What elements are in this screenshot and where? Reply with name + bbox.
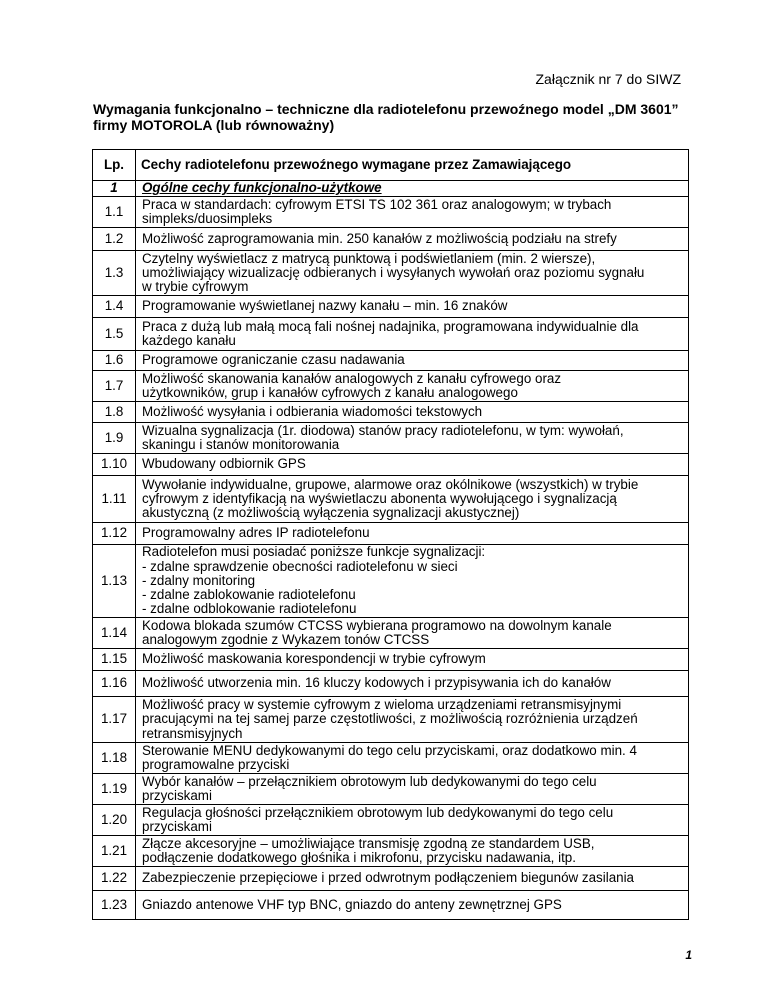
page-number: 1 [685,948,692,962]
header-description: Cechy radiotelefonu przewoźnego wymagane przez Zamawiającego [136,150,689,181]
description-line: simpleks/duosimpleks [142,211,273,226]
row-description [136,891,689,920]
description-line: Wybór kanałów – przełącznikiem obrotowym lub dedykowanymi do tego celu [142,773,597,789]
row-number: 1.2 [93,228,136,251]
row-number: 1.5 [93,318,136,351]
section-row [93,181,689,197]
description-line: Gniazdo antenowe VHF typ BNC, gniazdo do anteny zewnętrznej GPS [142,896,562,912]
annex-label: Załącznik nr 7 do SIWZ [535,71,681,87]
description-line: Ogólne cechy funkcjonalno-użytkowe [142,180,382,196]
description-line: umożliwiający wizualizację odbieranych i wysyłanych wywołań oraz poziomu sygnału [142,264,645,280]
row-number: 1.13 [93,545,136,618]
description-line: Możliwość skanowania kanałów analogowych z kanału cyfrowego oraz [142,370,562,386]
row-description [136,402,689,423]
row-description [136,423,689,454]
row-number: 1.6 [93,351,136,371]
row-description [136,545,689,618]
row-description [136,197,689,228]
row-description [136,774,689,805]
row-description [136,181,689,197]
row-description [136,318,689,351]
row-description [136,805,689,836]
heading-line-1: Wymagania funkcjonalno – techniczne dla radiotelefonu przewoźnego model „DM 3601” [93,101,679,117]
row-number: 1 [93,181,136,197]
description-line: Czytelny wyświetlacz z matrycą punktową i podświetlaniem (min. 2 wiersze), [142,250,596,266]
table-row [93,805,689,836]
table-row [93,423,689,454]
table-row [93,523,689,545]
table-row [93,402,689,423]
requirements-table [92,149,689,920]
table-row [93,867,689,891]
table-row [93,836,689,867]
description-line: Możliwość maskowania korespondencji w trybie cyfrowym [142,651,486,667]
row-number: 1.16 [93,671,136,697]
row-number: 1.23 [93,891,136,920]
table-row [93,371,689,402]
table-row [93,454,689,476]
description-line: podłączenie dodatkowego głośnika i mikrofonu, przycisku nadawania, itp. [142,850,576,865]
description-line: przyciskami [142,819,212,834]
description-line: Regulacja głośności przełącznikiem obrotowym lub dedykowanymi do tego celu [142,804,614,820]
description-line: skaningu i stanów monitorowania [142,437,340,452]
table-row [93,296,689,318]
row-number: 1.9 [93,423,136,454]
row-number: 1.12 [93,523,136,545]
row-description [136,649,689,671]
row-number: 1.11 [93,476,136,523]
table-row [93,671,689,697]
description-line: przyciskami [142,788,212,803]
description-line: Możliwość pracy w systemie cyfrowym z wieloma urządzeniami retransmisyjnymi [142,697,622,713]
row-description [136,454,689,476]
description-line: cyfrowym z identyfikacją na wyświetlaczu abonenta wywołującego i sygnalizacją [142,490,617,506]
table-row [93,251,689,296]
document-heading [93,101,703,133]
row-description [136,476,689,523]
description-line: Programowe ograniczanie czasu nadawania [142,352,405,368]
table-row [93,476,689,523]
description-line: akustyczną (z możliwością wyłączenia sygnalizacji akustycznej) [142,505,520,521]
row-description [136,618,689,649]
description-line: w trybie cyfrowym [142,279,249,295]
header-lp: Lp. [93,150,136,181]
table-row [93,743,689,774]
row-number: 1.7 [93,371,136,402]
description-line: Praca z dużą lub małą mocą fali nośnej nadajnika, programowana indywidualnie dla [142,318,639,334]
table-body [93,181,689,920]
description-line: retransmisyjnych [142,725,243,741]
description-line: Programowalny adres IP radiotelefonu [142,525,370,541]
row-description [136,371,689,402]
description-line: analogowym zgodnie z Wykazem tonów CTCSS [142,632,430,647]
table-row [93,228,689,251]
row-number: 1.18 [93,743,136,774]
table-header-row [93,150,689,181]
table-row [93,197,689,228]
row-description [136,296,689,318]
description-line: Wywołanie indywidualne, grupowe, alarmowe oraz okólnikowe (wszystkich) w trybie [142,476,639,492]
heading-line-2: firmy MOTOROLA (lub równoważny) [93,117,335,133]
row-number: 1.8 [93,402,136,423]
description-line: programowalne przyciski [142,757,290,772]
row-number: 1.22 [93,867,136,891]
row-number: 1.4 [93,296,136,318]
description-line: każdego kanału [142,333,236,348]
row-description [136,743,689,774]
row-number: 1.21 [93,836,136,867]
description-line: - zdalne odblokowanie radiotelefonu [142,601,357,617]
description-line: Wbudowany odbiornik GPS [142,456,306,472]
table-row [93,697,689,743]
description-line: Możliwość wysyłania i odbierania wiadomości tekstowych [142,403,483,419]
row-description [136,351,689,371]
row-description [136,228,689,251]
row-number: 1.10 [93,454,136,476]
row-description [136,523,689,545]
description-line: Radiotelefon musi posiadać poniższe funkcje sygnalizacji: [142,544,486,560]
description-line: Zabezpieczenie przepięciowe i przed odwrotnym podłączeniem biegunów zasilania [142,870,635,886]
description-line: Możliwość zaprogramowania min. 250 kanałów z możliwością podziału na strefy [142,230,617,246]
description-line: Sterowanie MENU dedykowanymi do tego celu przyciskami, oraz dodatkowo min. 4 [142,742,637,758]
row-number: 1.15 [93,649,136,671]
table-row [93,545,689,618]
description-line: Wizualna sygnalizacja (1r. diodowa) stanów pracy radiotelefonu, w tym: wywołań, [142,422,624,438]
table-row [93,649,689,671]
description-line: Praca w standardach: cyfrowym ETSI TS 102 361 oraz analogowym; w trybach [142,196,612,212]
row-number: 1.3 [93,251,136,296]
row-number: 1.14 [93,618,136,649]
description-line: - zdalny monitoring [142,572,256,588]
description-line: Kodowa blokada szumów CTCSS wybierana programowo na dowolnym kanale [142,617,612,633]
description-line: - zdalne zablokowanie radiotelefonu [142,587,356,603]
description-line: pracującymi na tej samej parze częstotliwości, z możliwością rozróżnienia urządzeń [142,711,638,727]
row-number: 1.20 [93,805,136,836]
description-line: - zdalne sprawdzenie obecności radiotelefonu w sieci [142,558,458,574]
row-description [136,867,689,891]
table-row [93,891,689,920]
row-description [136,697,689,743]
row-description [136,836,689,867]
description-line: użytkowników, grup i kanałów cyfrowych z kanału analogowego [142,385,518,400]
row-number: 1.1 [93,197,136,228]
row-description [136,251,689,296]
table-row [93,351,689,371]
description-line: Możliwość utworzenia min. 16 kluczy kodowych i przypisywania ich do kanałów [142,675,611,691]
table-row [93,318,689,351]
table-row [93,774,689,805]
row-number: 1.17 [93,697,136,743]
description-line: Programowanie wyświetlanej nazwy kanału – min. 16 znaków [142,298,508,314]
row-number: 1.19 [93,774,136,805]
row-description [136,671,689,697]
description-line: Złącze akcesoryjne – umożliwiające transmisję zgodną ze standardem USB, [142,835,595,851]
table-row [93,618,689,649]
